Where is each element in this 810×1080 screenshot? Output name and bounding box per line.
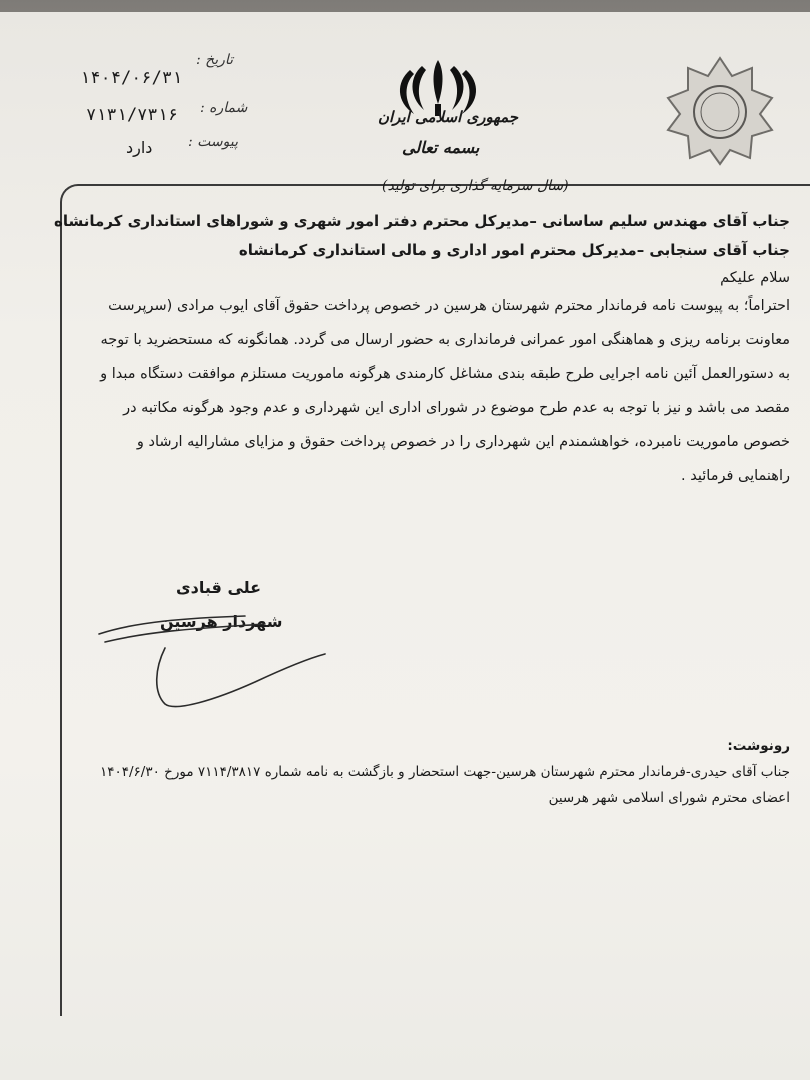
greeting: سلام علیکم — [720, 270, 790, 286]
body-line: مقصد می باشد و نیز با توجه به عدم طرح موضوع در شورای اداری این شهرداری و عدم وجود هرگونه مکاتبه در — [123, 400, 790, 416]
basmala: بسمه تعالی — [402, 138, 480, 157]
date-label: تاریخ : — [196, 52, 234, 68]
signatory-title: شهردار هرسین — [160, 612, 283, 631]
body-line: خصوص ماموریت نامبرده، خواهشمندم این شهرداری را در خصوص پرداخت حقوق و مزایای مشارالیه ارشاد و — [136, 434, 790, 450]
body-line: احتراماً؛ به پیوست نامه فرماندار محترم شهرستان هرسین در خصوص پرداخت حقوق آقای ایوب مرادی (سرپرست — [108, 298, 790, 314]
letter-paper — [0, 12, 810, 1080]
attachment-label: پیوست : — [188, 134, 238, 150]
recipient-line: جناب آقای مهندس سلیم ساسانی –مدیرکل محترم دفتر امور شهری و شوراهای استانداری کرمانشاه — [54, 212, 790, 230]
recipient-line: جناب آقای سنجابی –مدیرکل محترم امور اداری و مالی استانداری کرمانشاه — [238, 241, 790, 259]
cc-line: جناب آقای حیدری-فرماندار محترم شهرستان هرسین-جهت استحضار و بازگشت به نامه شماره ۷۱۱۴/۳۸۱۷ مورخ ۱۴۰۴/۶/۳۰ — [99, 764, 790, 780]
attachment-value: دارد — [126, 138, 153, 157]
cc-label: رونوشت: — [727, 738, 790, 754]
number-label: شماره : — [200, 100, 248, 116]
date-value: ۱۴۰۴/۰۶/۳۱ — [80, 68, 183, 88]
signatory-name: علی قبادی — [176, 578, 262, 597]
year-slogan: (سال سرمایه گذاری برای تولید) — [382, 178, 569, 194]
municipality-seal — [664, 54, 776, 166]
handwritten-signature — [95, 608, 335, 728]
number-value: ۷۱۳۱/۷۳۱۶ — [86, 105, 179, 125]
body-line: معاونت برنامه ریزی و هماهنگی امور عمرانی فرمانداری به حضور ارسال می گردد. همانگونه که مستحضرید با توجه — [100, 332, 790, 348]
body-line: به دستورالعمل آئین نامه اجرایی طرح طبقه بندی مشاغل کارمندی هرگونه ماموریت مستلزم موافقت دستگاه مبدا و — [100, 366, 790, 382]
cc-line: اعضای محترم شورای اسلامی شهر هرسین — [548, 790, 790, 806]
body-line: راهنمایی فرمائید . — [681, 468, 790, 484]
emblem-caption: جمهوری اسلامی ایران — [378, 108, 519, 126]
